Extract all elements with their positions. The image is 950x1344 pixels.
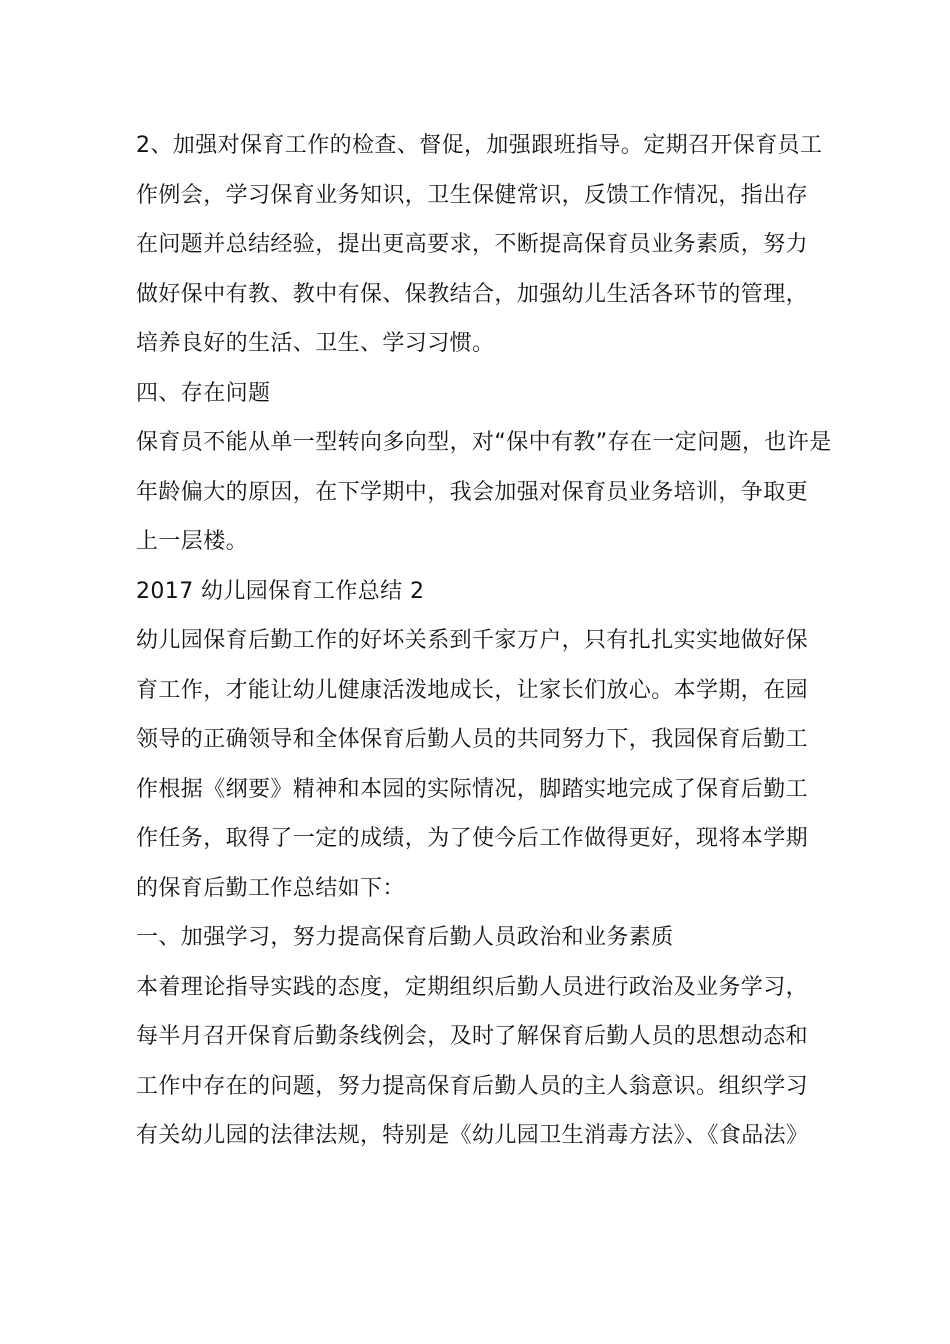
text-line: 年龄偏大的原因，在下学期中，我会加强对保育员业务培训，争取更 [136,479,809,505]
text-line: 作例会，学习保育业务知识，卫生保健常识，反馈工作情况，指出存 [136,182,809,208]
text-line: 做好保中有教、教中有保、保教结合，加强幼儿生活各环节的管理， [136,281,809,307]
text-line: 2017 幼儿园保育工作总结 2 [136,578,425,604]
section-heading-existing-problems [136,369,826,419]
text-line: 有关幼儿园的法律法规，特别是《幼儿园卫生消毒方法》、《食品法》 [136,1123,809,1148]
paragraph-intro-summary [136,616,826,913]
paragraph-strengthen-learning [136,963,826,1161]
paragraph-inspection-guidance [136,121,826,369]
text-line: 在问题并总结经验，提出更高要求，不断提高保育员业务素质，努力 [136,232,809,257]
text-line: 一、加强学习，努力提高保育后勤人员政治和业务素质 [136,925,674,950]
document-section-title [136,567,826,617]
text-line: 工作中存在的问题，努力提高保育后勤人员的主人翁意识。组织学习 [136,1073,809,1099]
section-heading-strengthen-learning [136,913,826,963]
text-line: 保育员不能从单一型转向多向型，对“保中有教”存在一定问题，也许是 [136,430,832,455]
text-line: 幼儿园保育后勤工作的好坏关系到千家万户，只有扎扎实实地做好保 [136,628,809,653]
text-line: 育工作，才能让幼儿健康活泼地成长，让家长们放心。本学期，在园 [136,677,809,703]
text-line: 2、加强对保育工作的检查、督促，加强跟班指导。定期召开保育员工 [136,133,823,158]
text-line: 作根据《纲要》精神和本园的实际情况，脚踏实地完成了保育后勤工 [136,776,809,802]
text-line: 培养良好的生活、卫生、学习习惯。 [136,331,495,356]
text-line: 四、存在问题 [136,380,271,406]
text-line: 本着理论指导实践的态度，定期组织后勤人员进行政治及业务学习， [136,974,809,1000]
text-line: 每半月召开保育后勤条线例会，及时了解保育后勤人员的思想动态和 [136,1024,809,1049]
text-line: 上一层楼。 [136,529,249,554]
text-line: 的保育后勤工作总结如下： [136,875,405,901]
paragraph-existing-problems [136,418,832,567]
document-body [136,121,832,1161]
text-line: 领导的正确领导和全体保育后勤人员的共同努力下，我园保育后勤工 [136,727,809,752]
text-line: 作任务，取得了一定的成绩，为了使今后工作做得更好，现将本学期 [136,826,809,851]
